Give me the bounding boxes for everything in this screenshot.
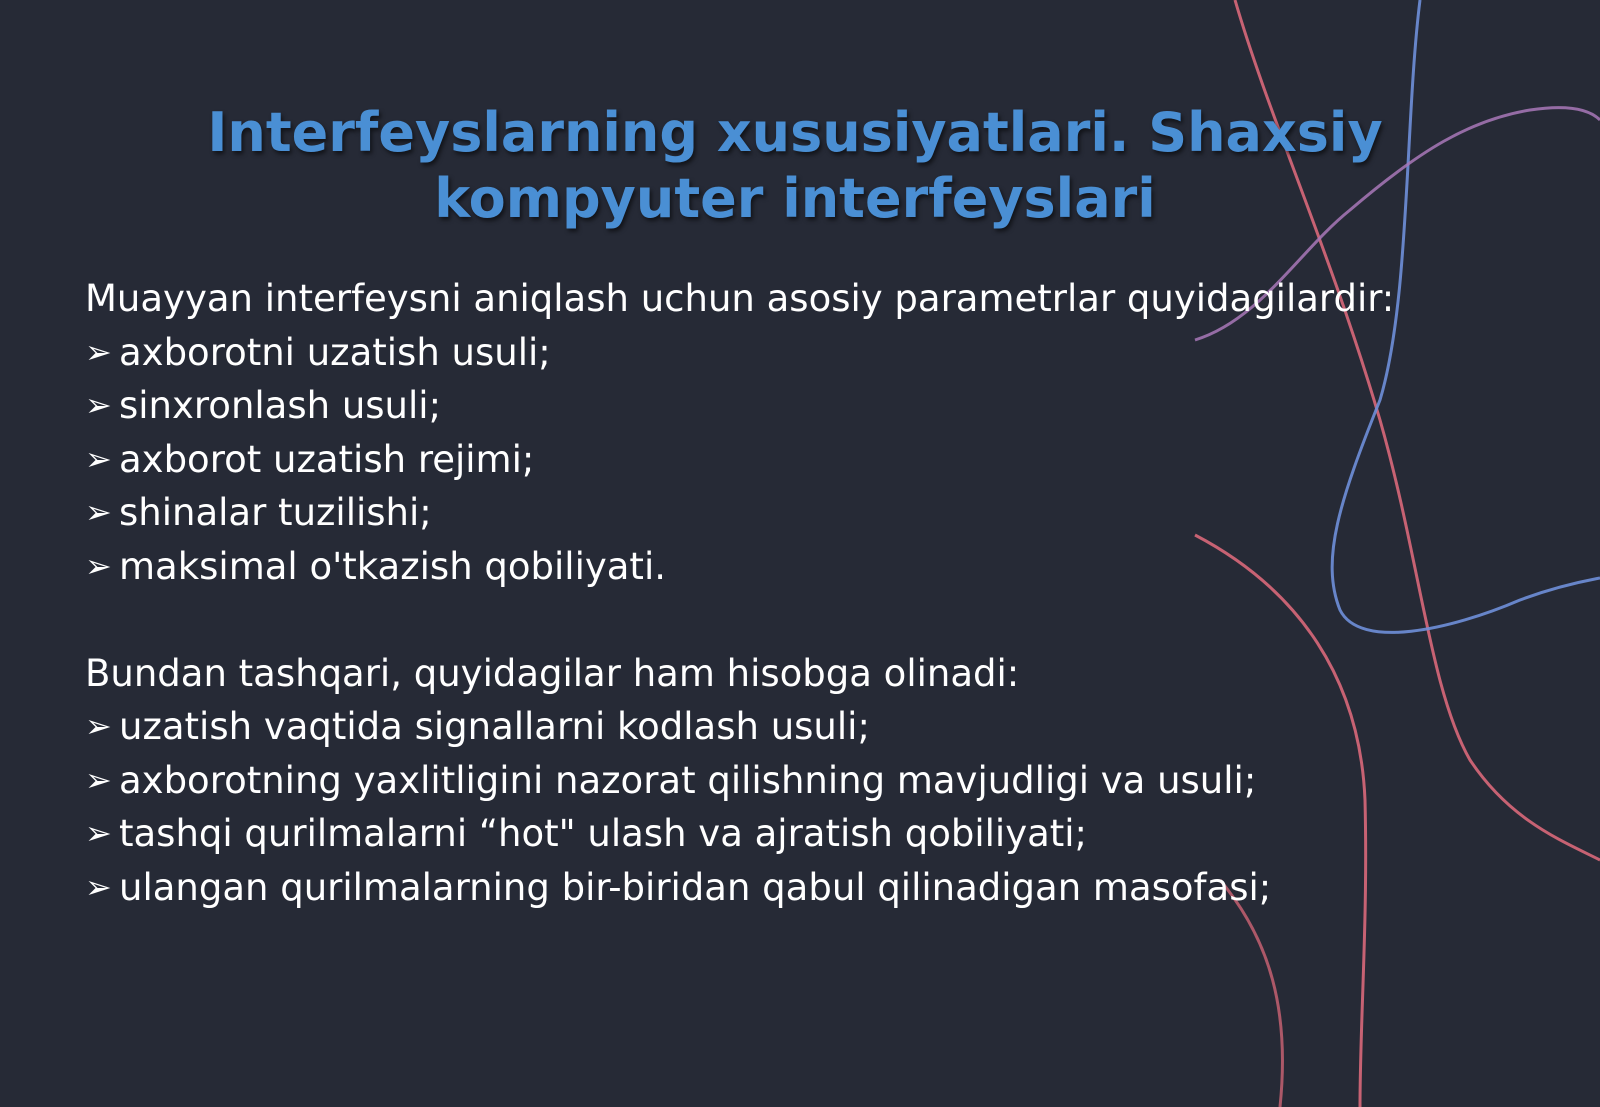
bullet-text: axborot uzatish rejimi; [119,437,535,481]
pink-curve-3 [1220,880,1283,1107]
arrow-bullet-icon: ➢ [85,814,112,852]
bullet-text: axborotni uzatish usuli; [119,330,551,374]
bullet-item [85,326,1425,380]
arrow-bullet-icon: ➢ [85,707,112,745]
bullet-item [85,861,1425,915]
bullet-item [85,433,1425,487]
bullet-text: ulangan qurilmalarning bir-biridan qabul qilinadigan masofasi; [119,865,1272,909]
additional-intro-text: Bundan tashqari, quyidagilar ham hisobga olinadi: [85,651,1020,695]
bullet-item [85,486,1425,540]
bullet-item [85,807,1425,861]
paragraph-spacer [85,593,1425,647]
bullet-text: uzatish vaqtida signallarni kodlash usuli; [119,705,870,748]
arrow-bullet-icon: ➢ [85,332,112,371]
intro-text: Muayyan interfeysni aniqlash uchun asosiy parametrlar quyidagilardir: [85,277,1395,320]
bullet-text: tashqi qurilmalarni “hot" ulash va ajratish qobiliyati; [119,812,1088,855]
bullet-text: maksimal o'tkazish qobiliyati. [119,544,666,588]
arrow-bullet-icon: ➢ [85,546,112,585]
slide-body [85,272,1425,914]
bullet-text: shinalar tuzilishi; [119,491,432,534]
bullet-item [85,540,1425,594]
bullet-item [85,754,1425,808]
bullet-item [85,379,1425,433]
bullet-text: sinxronlash usuli; [119,384,442,427]
arrow-bullet-icon: ➢ [85,760,112,799]
bullet-item [85,700,1425,754]
arrow-bullet-icon: ➢ [85,493,112,531]
bullet-text: axborotning yaxlitligini nazorat qilishning mavjudligi va usuli; [119,758,1257,802]
slide-title: Interfeyslarning xususiyatlari. Shaxsiy kompyuter interfeyslari [207,101,1383,230]
arrow-bullet-icon: ➢ [85,867,112,906]
arrow-bullet-icon: ➢ [85,439,112,478]
arrow-bullet-icon: ➢ [85,386,112,424]
